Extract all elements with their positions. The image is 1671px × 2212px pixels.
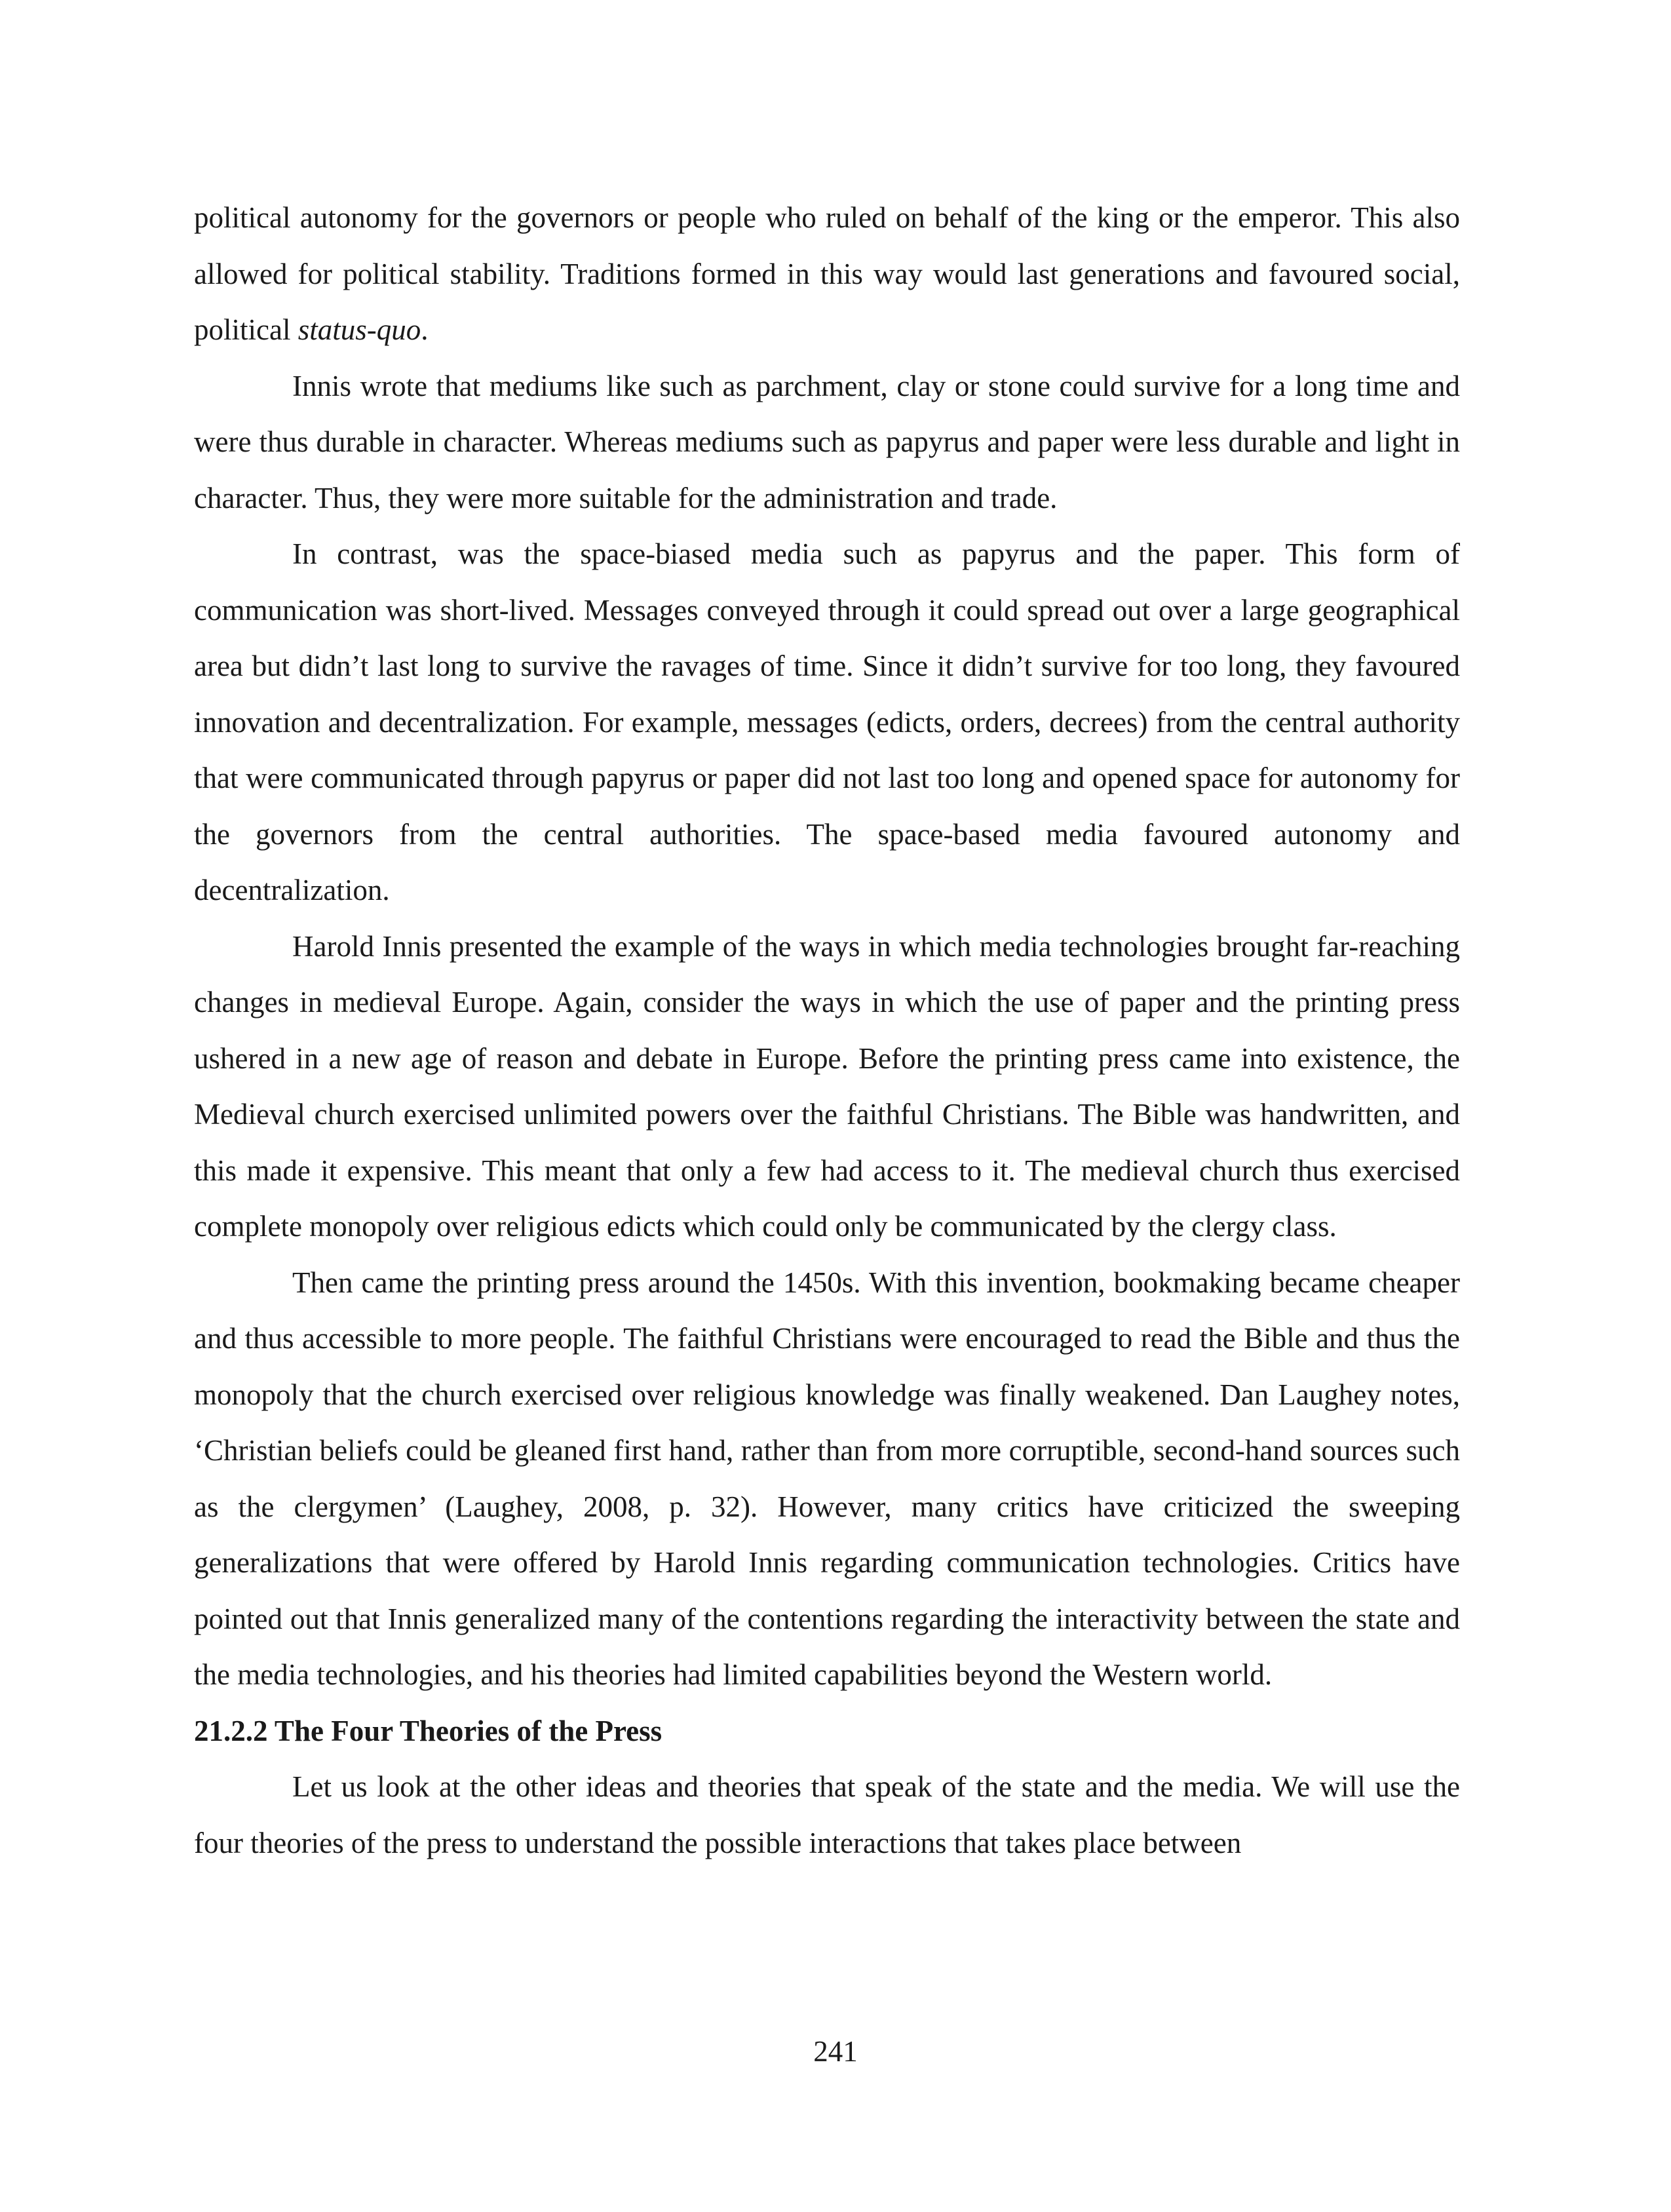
emphasis-status-quo: status-quo: [298, 313, 421, 346]
paragraph-space-biased-media: In contrast, was the space-biased media such as papyrus and the paper. This form of communication was short-lived. Messages conveyed through it could spread out over a large geographical area but didn’t last long to survive the ravages of time. Since it didn’t survive for too long, they favoured innovation and decentralization. For example, messages (edicts, orders, decrees) from the central authority that were communicated through papyrus or paper did not last too long and opened space for autonomy for the governors from the central authorities. The space-based media favoured autonomy and decentralization.: [194, 537, 1460, 906]
section-heading: 21.2.2 The Four Theories of the Press: [194, 1714, 663, 1747]
paragraph-printing-press: Then came the printing press around the 1450s. With this invention, bookmaking became cheaper and thus accessible to more people. The faithful Christians were encouraged to read the Bible and thus the monopoly that the church exercised over religious knowledge was finally weakened. Dan Laughey notes, ‘Christian beliefs could be gleaned first hand, rather than from more corruptible, second-hand sources such as the clergymen’ (Laughey, 2008, p. 32). However, many critics have criticized the sweeping generalizations that were offered by Harold Innis regarding communication technologies. Critics have pointed out that Innis generalized many of the contentions regarding the interactivity between the state and the media technologies, and his theories had limited capabilities beyond the Western world.: [194, 1266, 1460, 1691]
page-number: 241: [813, 2035, 858, 2068]
page-body: [194, 190, 1460, 1871]
paragraph-text: political autonomy for the governors or people who ruled on behalf of the king or the emperor. This also allowed for political stability. Traditions formed in this way would last generations and favoured social, political: [194, 201, 1460, 346]
paragraph-medieval-europe: Harold Innis presented the example of the ways in which media technologies brought far-reaching changes in medieval Europe. Again, consider the ways in which the use of paper and the printing press ushered in a new age of reason and debate in Europe. Before the printing press came into existence, the Medieval church exercised unlimited powers over the faithful Christians. The Bible was handwritten, and this made it expensive. This meant that only a few had access to it. The medieval church thus exercised complete monopoly over religious edicts which could only be communicated by the clergy class.: [194, 929, 1460, 1243]
paragraph-text-end: .: [421, 313, 429, 346]
paragraph-four-theories: Let us look at the other ideas and theories that speak of the state and the media. We will use the four theories of the press to understand the possible interactions that takes place between: [194, 1770, 1460, 1859]
paragraph-mediums: Innis wrote that mediums like such as parchment, clay or stone could survive for a long time and were thus durable in character. Whereas mediums such as papyrus and paper were less durable and light in character. Thus, they were more suitable for the administration and trade.: [194, 369, 1460, 514]
paragraph-continuation: [194, 190, 1460, 359]
